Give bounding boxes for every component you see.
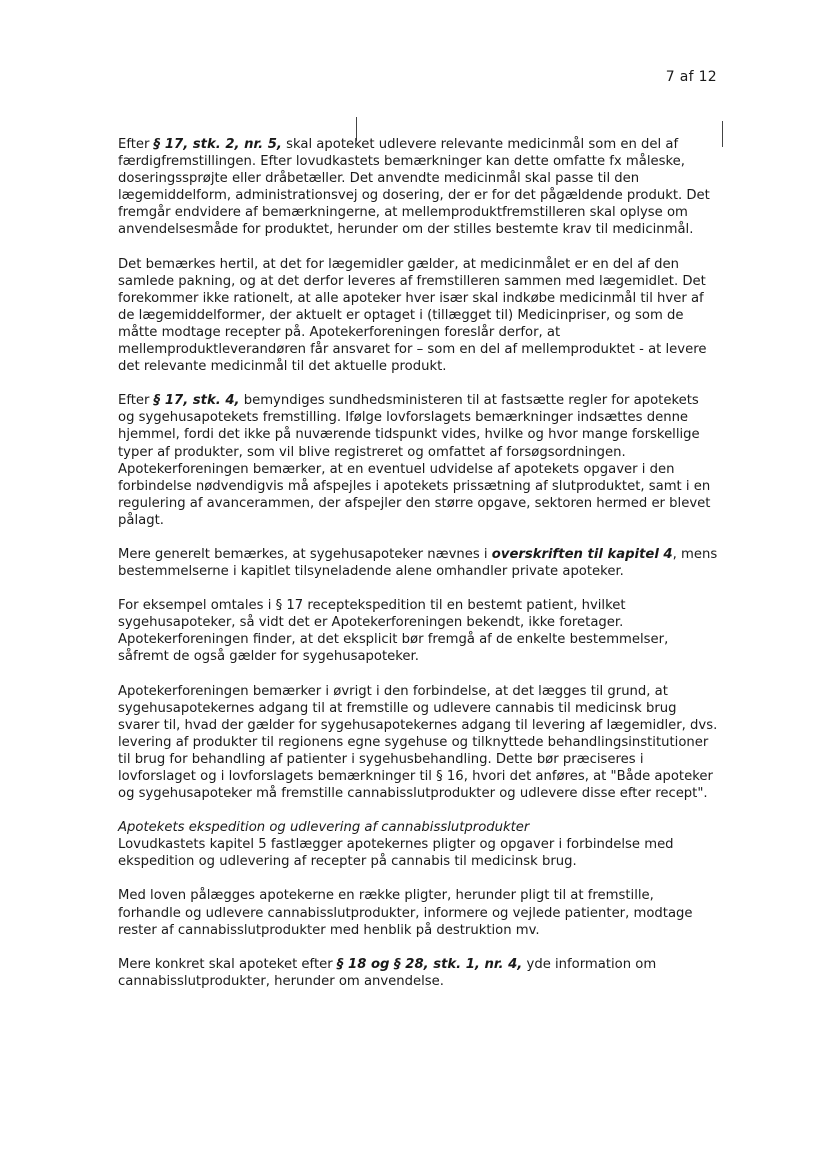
paragraph-authorization: Efter § 17, stk. 4, bemyndiges sundhedsministeren til at fastsætte regler for apotekets og sygehusapotekets fremstilling. Ifølge lovforslagets bemærkninger indsættes denne hjemmel, fordi det ikke på nuværende tidspunkt vides, hvilke og hvor mange forskellige typer af produkter, som vil blive registreret og omfattet af forsøgsordningen. Apotekerforeningen bemærker, at en eventuel udvidelse af apotekets opgaver i den forbindelse nødvendigvis må afspejles i apotekets prissætning af slutproduktet, samt i en regulering af avancerammen, der afspejler den større opgave, sektoren hermed er blevet pålagt. xyxy=(118,393,711,528)
chapter-reference: overskriften til kapitel 4 xyxy=(491,546,673,562)
paragraph-example: For eksempel omtales i § 17 receptekspedition til en bestemt patient, hvilket sygehusapoteker, så vidt det er Apotekerforeningen bekendt, ikke foretager. Apotekerforeningen finder, at det eksplicit bør fremgå af de enkelte bestemmelser, såfremt de også gælder for sygehusapoteker. xyxy=(118,598,669,665)
paragraph-chapter5: Lovudkastets kapitel 5 fastlægger apotekernes pligter og opgaver i forbindelse med ekspedition og udlevering af recepter på cannabis til medicinsk brug. xyxy=(118,837,674,870)
page-number: 7 af 12 xyxy=(665,69,717,85)
law-reference: § 17, stk. 2, nr. 5, xyxy=(153,137,282,152)
paragraph-medicinmaal: Efter § 17, stk. 2, nr. 5, skal apoteket udlevere relevante medicinmål som en del af færdigfremstillingen. Efter lovudkastets bemærkninger kan dette omfatte fx måleske, doseringssprøjte eller dråbetæller. Det anvendte medicinmål skal passe til den lægemiddelform, administrationsvej og dosering, der er for det pågældende produkt. Det fremgår endvidere af bemærkningerne, at mellemproduktfremstilleren skal oplyse om anvendelsesmåde for produktet, herunder om der stilles bestemte krav til medicinmål. xyxy=(118,137,710,238)
paragraph-remark: Det bemærkes hertil, at det for lægemidler gælder, at medicinmålet er en del af den samlede pakning, og at det derfor leveres af fremstilleren sammen med lægemidlet. Det forekommer ikke rationelt, at alle apoteker hver især skal indkøbe medicinmål til hver af de lægemiddelformer, der aktuelt er optaget i (tillægget til) Medicinpriser, og som de måtte modtage recepter på. Apotekerforeningen foreslår derfor, at mellemproduktleverandøren får ansvaret for – som en del af mellemproduktet - at levere det relevante medicinmål til det aktuelle produkt. xyxy=(118,256,707,375)
document-body xyxy=(118,136,718,1007)
law-reference: § 17, stk. 4, xyxy=(153,393,240,409)
paragraph-duties: Med loven pålægges apotekerne en række pligter, herunder pligt til at fremstille, forhandle og udlevere cannabisslutprodukter, informere og vejlede patienter, modtage rester af cannabisslutprodukter med henblik på destruktion mv. xyxy=(118,888,693,938)
scan-artifact-line xyxy=(722,121,723,147)
paragraph-information: Mere konkret skal apoteket efter § 18 og § 28, stk. 1, nr. 4, yde information om cannabisslutprodukter, herunder om anvendelse. xyxy=(118,956,657,989)
paragraph-hospital-access: Apotekerforeningen bemærker i øvrigt i den forbindelse, at det lægges til grund, at sygehusapotekernes adgang til at fremstille og udlevere cannabis til medicinsk brug svarer til, hvad der gælder for sygehusapotekernes adgang til levering af lægemidler, dvs. levering af produkter til regionens egne sygehuse og tilknyttede behandlingsinstitutioner til brug for behandling af patienter i sygehusbehandling. Dette bør præciseres i lovforslaget og i lovforslagets bemærkninger til § 16, hvori det anføres, at "Både apoteker og sygehusapoteker må fremstille cannabisslutprodukter og udlevere disse efter recept". xyxy=(118,683,718,802)
section-subheading: Apotekets ekspedition og udlevering af cannabisslutprodukter xyxy=(118,820,530,836)
law-reference: § 18 og § 28, stk. 1, nr. 4, xyxy=(336,956,523,972)
paragraph-hospital-pharmacies: Mere generelt bemærkes, at sygehusapoteker nævnes i overskriften til kapitel 4, mens bestemmelserne i kapitlet tilsyneladende alene omhandler private apoteker. xyxy=(118,546,718,580)
